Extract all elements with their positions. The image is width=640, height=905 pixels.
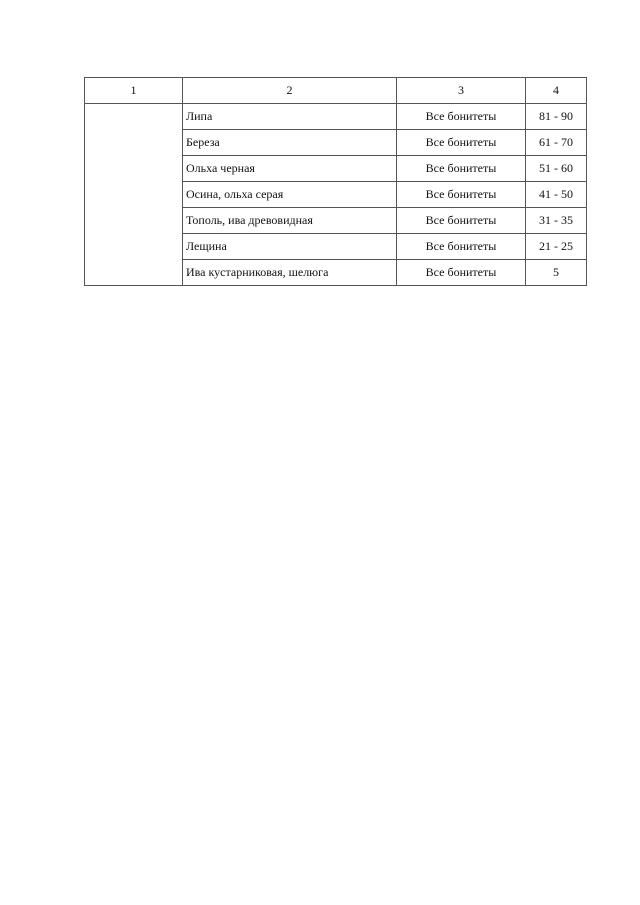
- value-cell: 21 - 25: [526, 234, 587, 260]
- column-header-4: 4: [526, 78, 587, 104]
- species-cell: Липа: [183, 104, 397, 130]
- header-row: [85, 78, 587, 104]
- column-header-2: 2: [183, 78, 397, 104]
- data-table: [84, 77, 587, 286]
- column-header-1: 1: [85, 78, 183, 104]
- value-cell: 31 - 35: [526, 208, 587, 234]
- bonitet-cell: Все бонитеты: [397, 156, 526, 182]
- species-cell: Береза: [183, 130, 397, 156]
- bonitet-cell: Все бонитеты: [397, 130, 526, 156]
- bonitet-cell: Все бонитеты: [397, 260, 526, 286]
- bonitet-cell: Все бонитеты: [397, 182, 526, 208]
- species-cell: Ольха черная: [183, 156, 397, 182]
- species-cell: Ива кустарниковая, шелюга: [183, 260, 397, 286]
- table-row: [85, 104, 587, 130]
- bonitet-cell: Все бонитеты: [397, 234, 526, 260]
- species-cell: Лещина: [183, 234, 397, 260]
- empty-group-cell: [85, 104, 183, 286]
- bonitet-cell: Все бонитеты: [397, 208, 526, 234]
- column-header-3: 3: [397, 78, 526, 104]
- value-cell: 5: [526, 260, 587, 286]
- bonitet-cell: Все бонитеты: [397, 104, 526, 130]
- species-cell: Тополь, ива древовидная: [183, 208, 397, 234]
- species-cell: Осина, ольха серая: [183, 182, 397, 208]
- value-cell: 41 - 50: [526, 182, 587, 208]
- value-cell: 81 - 90: [526, 104, 587, 130]
- value-cell: 61 - 70: [526, 130, 587, 156]
- value-cell: 51 - 60: [526, 156, 587, 182]
